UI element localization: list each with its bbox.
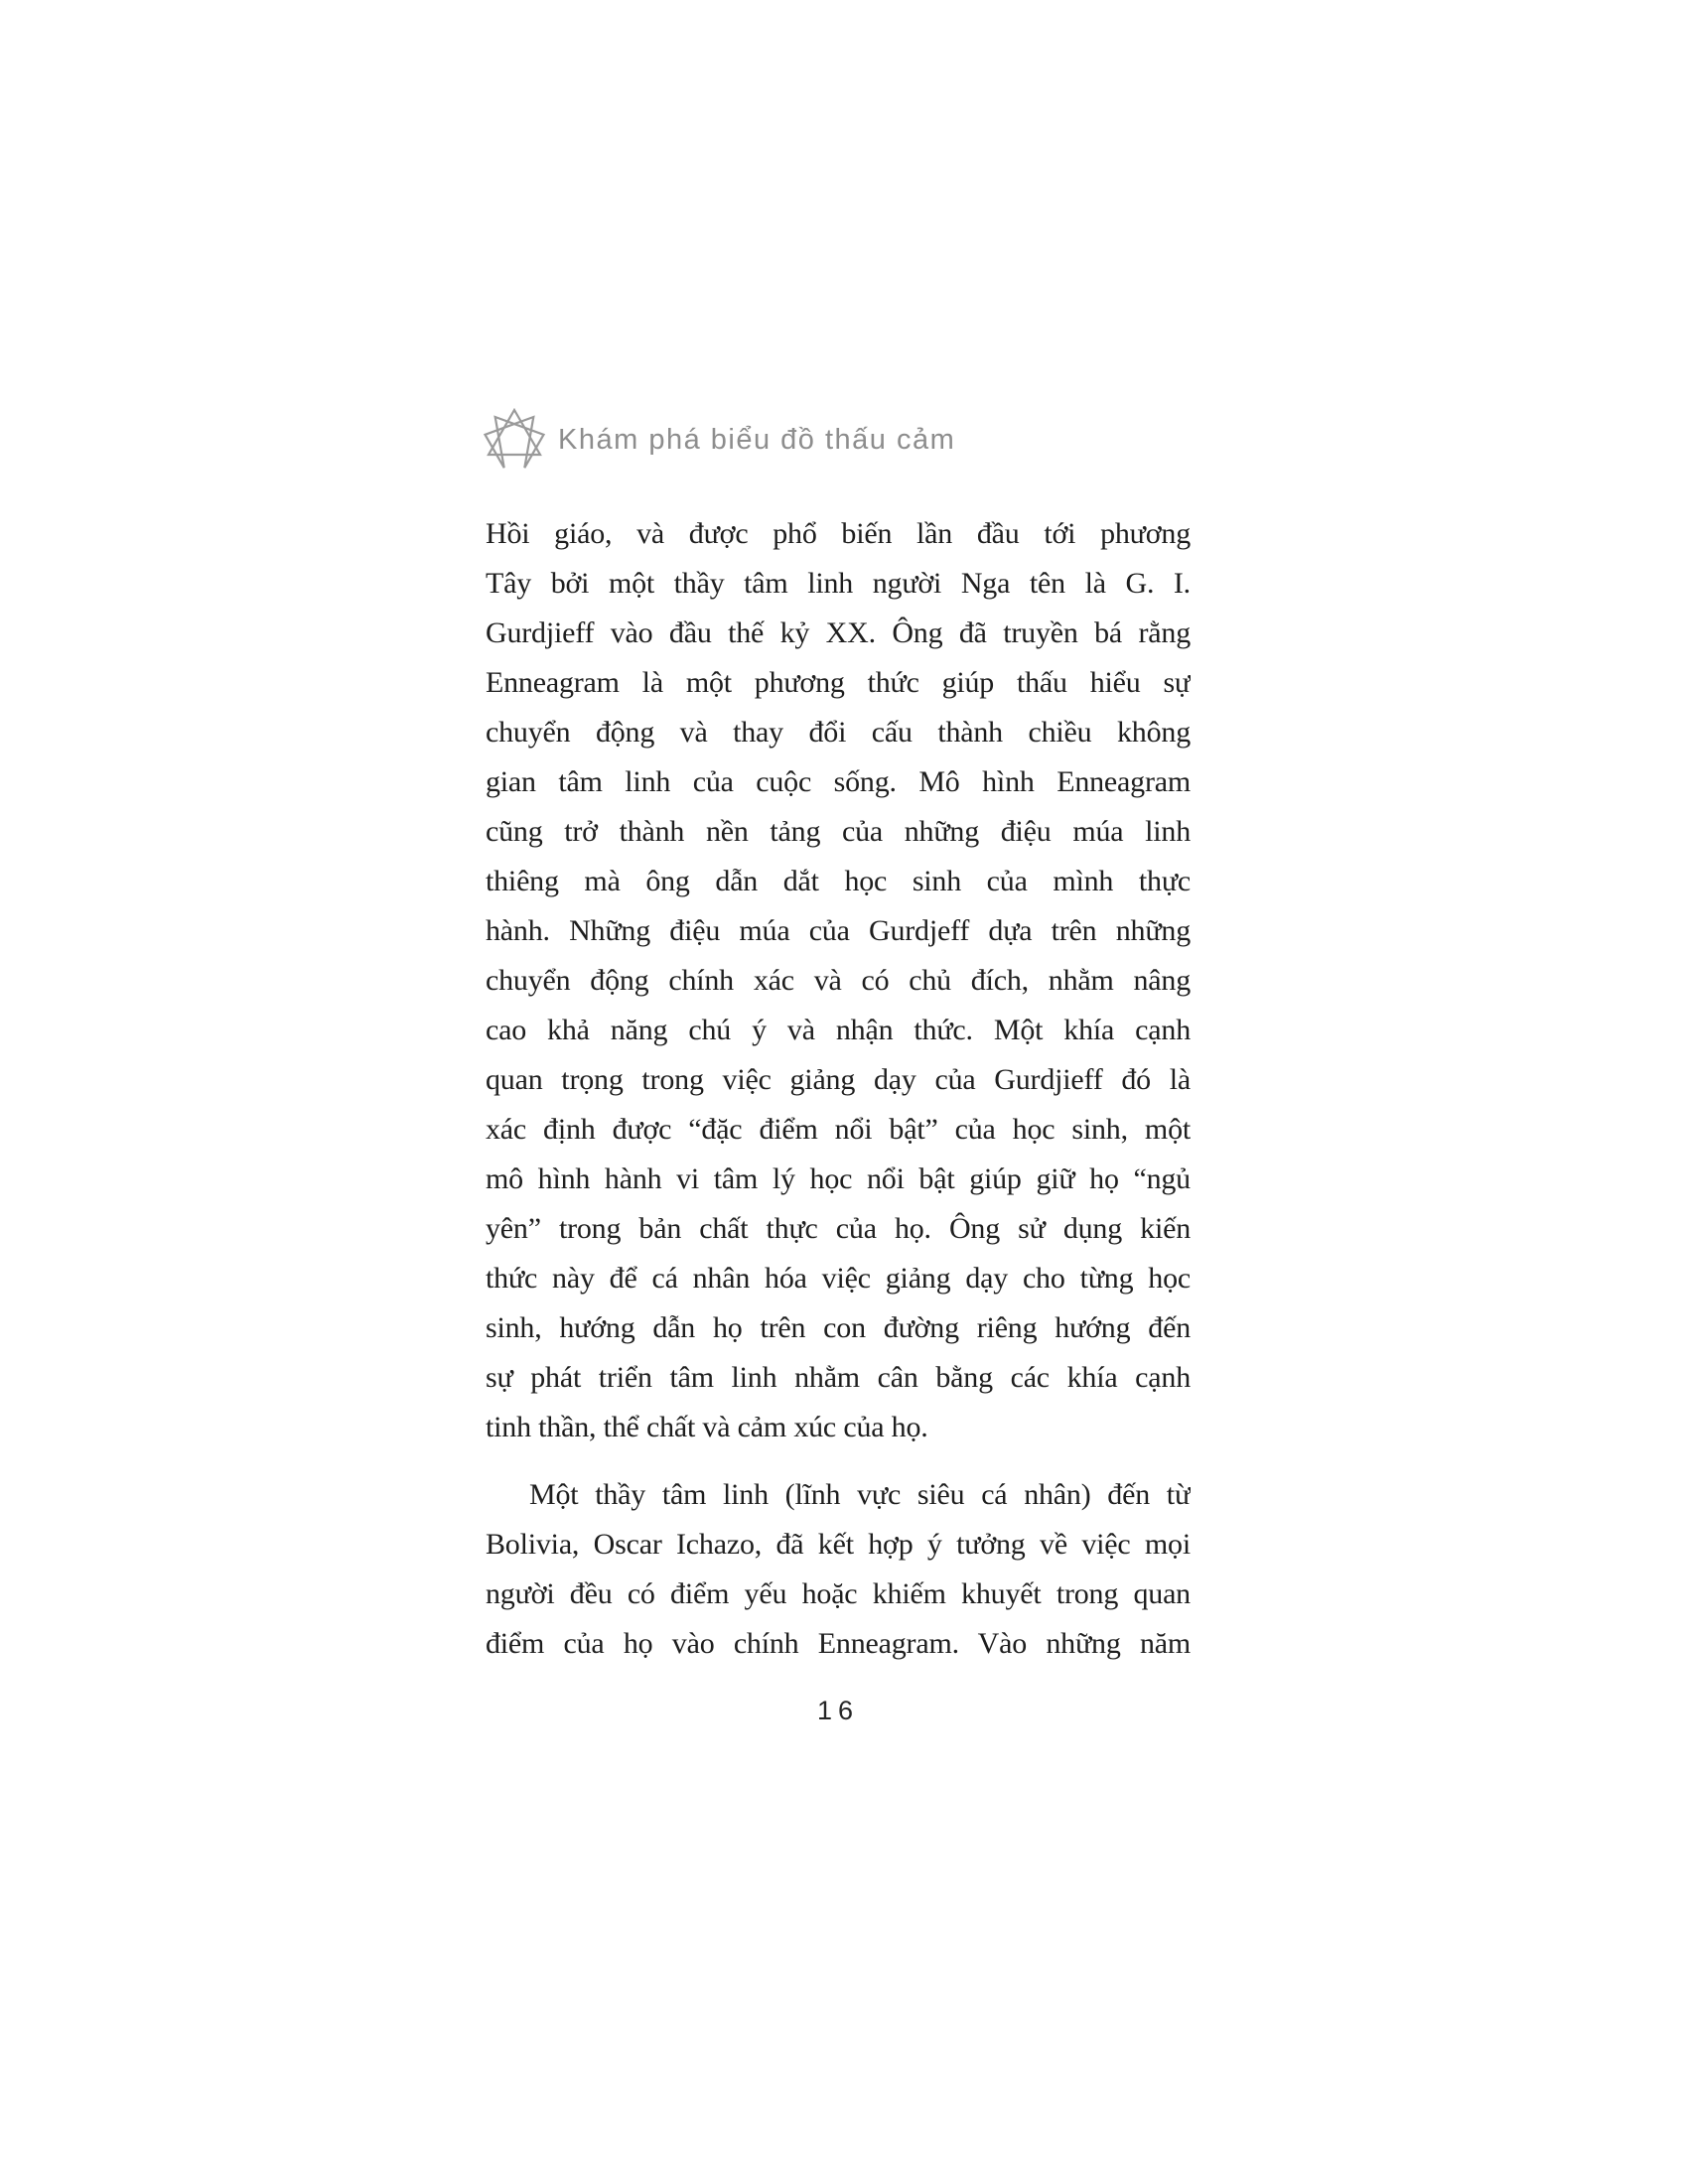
text-line: tinh thần, thể chất và cảm xúc của họ. [486, 1411, 928, 1443]
page-body-text [486, 509, 1191, 1669]
text-line: cũng trở thành nền tảng của những điệu múa linh [486, 815, 1191, 848]
text-line: người đều có điểm yếu hoặc khiếm khuyết trong quan [486, 1577, 1191, 1610]
text-line: Một thầy tâm linh (lĩnh vực siêu cá nhân) đến từ [529, 1478, 1191, 1511]
text-line: Hồi giáo, và được phổ biến lần đầu tới phương [486, 517, 1191, 550]
text-line: Enneagram là một phương thức giúp thấu hiểu sự [486, 666, 1191, 699]
text-line: thức này để cá nhân hóa việc giảng dạy cho từng học [486, 1262, 1191, 1295]
text-line: Gurdjieff vào đầu thế kỷ XX. Ông đã truyền bá rằng [486, 616, 1191, 649]
running-header-title: Khám phá biểu đồ thấu cảm [558, 423, 956, 456]
paragraph [486, 1470, 1191, 1669]
text-line: mô hình hành vi tâm lý học nổi bật giúp giữ họ “ngủ [486, 1162, 1191, 1195]
running-header [483, 407, 955, 473]
page-number: 16 [816, 1696, 860, 1725]
enneagram-icon [483, 408, 546, 472]
text-line: sinh, hướng dẫn họ trên con đường riêng hướng đến [486, 1311, 1191, 1344]
text-line: sự phát triển tâm linh nhằm cân bằng các khía cạnh [486, 1361, 1191, 1394]
text-line: cao khả năng chú ý và nhận thức. Một khía cạnh [486, 1014, 1191, 1046]
text-line: xác định được “đặc điểm nổi bật” của học sinh, một [486, 1113, 1191, 1146]
text-line: quan trọng trong việc giảng dạy của Gurdjieff đó là [486, 1063, 1191, 1096]
text-line: Bolivia, Oscar Ichazo, đã kết hợp ý tưởng về việc mọi [486, 1528, 1191, 1561]
text-line: gian tâm linh của cuộc sống. Mô hình Enneagram [486, 765, 1191, 798]
text-line: hành. Những điệu múa của Gurdjeff dựa trên những [486, 914, 1191, 947]
text-line: chuyển động chính xác và có chủ đích, nhằm nâng [486, 964, 1191, 997]
text-line: chuyển động và thay đổi cấu thành chiều không [486, 716, 1191, 749]
text-line: yên” trong bản chất thực của họ. Ông sử dụng kiến [486, 1212, 1191, 1245]
text-line: thiêng mà ông dẫn dắt học sinh của mình thực [486, 865, 1191, 897]
text-line: điểm của họ vào chính Enneagram. Vào những năm [486, 1627, 1191, 1660]
paragraph [486, 509, 1191, 1452]
text-line: Tây bởi một thầy tâm linh người Nga tên là G. I. [486, 567, 1191, 600]
